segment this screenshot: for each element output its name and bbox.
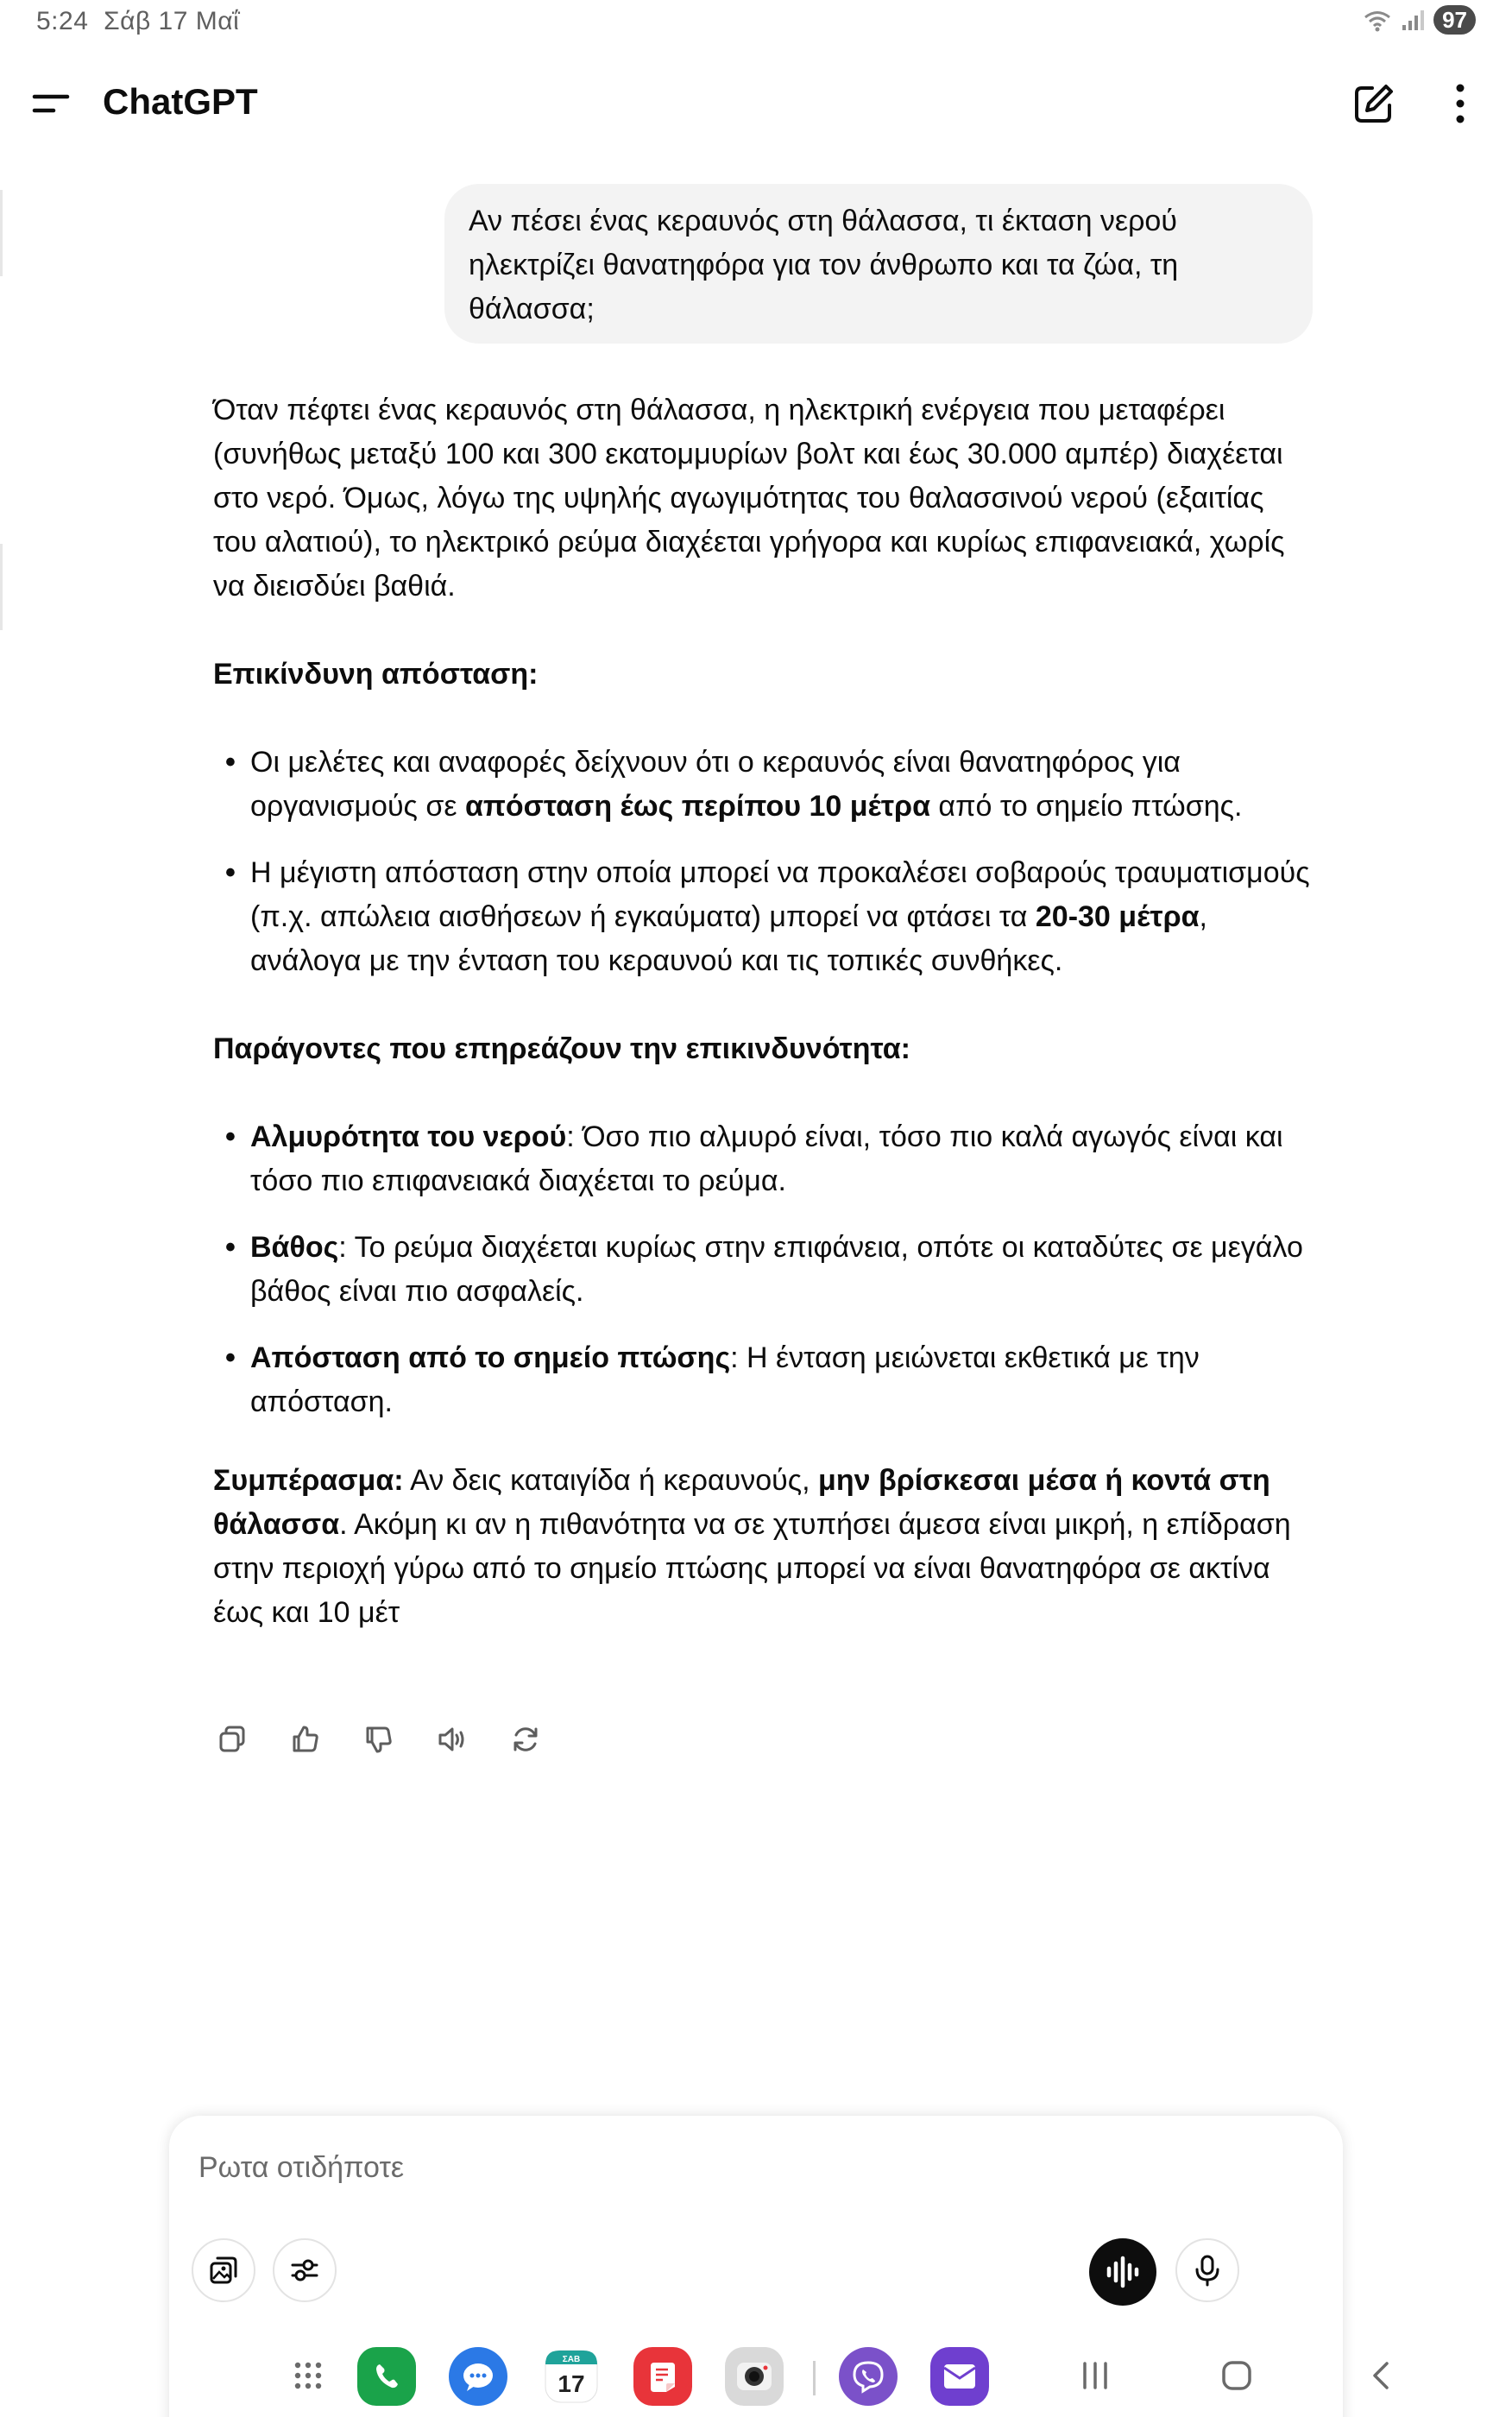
dock-divider <box>813 2361 816 2395</box>
svg-text:ΣΑΒ: ΣΑΒ <box>562 2355 581 2364</box>
assistant-message <box>213 388 1314 1635</box>
signal-icon <box>1401 8 1425 32</box>
status-time: 5:24 Σάβ 17 Μαΐ <box>36 7 240 35</box>
status-icons <box>1363 5 1476 35</box>
system-navbar <box>0 2335 1512 2417</box>
status-bar <box>0 0 1512 43</box>
copy-icon[interactable] <box>213 1720 251 1758</box>
dictate-button[interactable] <box>1175 2238 1239 2302</box>
app-header <box>0 69 1512 138</box>
attach-image-button[interactable] <box>192 2238 255 2302</box>
camera-app-icon[interactable] <box>725 2347 784 2406</box>
viber-app-icon[interactable] <box>839 2347 898 2406</box>
sliders-icon <box>287 2253 322 2288</box>
user-message-text: Αν πέσει ένας κεραυνός στη θάλασσα, τι έκταση νερού ηλεκτρίζει θανατηφόρα για τον άνθρωπο και τα ζώα, τη θάλασσα; <box>469 205 1179 325</box>
assistant-conclusion: Συμπέρασμα: Αν δεις καταιγίδα ή κεραυνούς, μην βρίσκεσαι μέσα ή κοντά στη θάλασσα. Ακόμη κι αν η πιθανότητα να σε χτυπήσει άμεσα είναι μικρή, η επίδραση στην περιοχή γύρω από το σημείο πτώσης μπορεί να είναι θανατηφόρα σε ακτίνα έως και 10 μέτ <box>213 1464 1291 1629</box>
more-vertical-icon[interactable] <box>1440 79 1481 128</box>
home-button-icon[interactable] <box>1215 2354 1258 2397</box>
voice-mode-button[interactable] <box>1089 2238 1156 2306</box>
thumbs-down-icon[interactable] <box>360 1720 398 1758</box>
new-chat-icon[interactable] <box>1350 79 1398 128</box>
list-item: • Βάθος: Το ρεύμα διαχέεται κυρίως στην επιφάνεια, οπότε οι καταδύτες σε μεγάλο βάθος είναι πιο ασφαλείς. <box>213 1226 1314 1314</box>
back-button-icon[interactable] <box>1360 2354 1403 2397</box>
notes-app-icon[interactable] <box>633 2347 692 2406</box>
thumbs-up-icon[interactable] <box>287 1720 324 1758</box>
tools-button[interactable] <box>273 2238 337 2302</box>
message-input[interactable] <box>198 2142 1234 2193</box>
email-app-icon[interactable] <box>930 2347 989 2406</box>
app-drawer-icon[interactable] <box>287 2354 330 2397</box>
read-aloud-icon[interactable] <box>433 1720 471 1758</box>
calendar-app-icon[interactable] <box>542 2347 601 2406</box>
list-item: • Οι μελέτες και αναφορές δείχνουν ότι ο κεραυνός είναι θανατηφόρος για οργανισμούς σε απόσταση έως περίπου 10 μέτρα από το σημείο πτώσης. <box>213 741 1314 829</box>
list-item: • Η μέγιστη απόσταση στην οποία μπορεί να προκαλέσει σοβαρούς τραυματισμούς (π.χ. απώλεια αισθήσεων ή εγκαύματα) μπορεί να φτάσει τα 20-30 μέτρα, ανάλογα με την ένταση του κεραυνού και τις τοπικές συνθήκες. <box>213 851 1314 983</box>
section-heading-factors: Παράγοντες που επηρεάζουν την επικινδυνότητα: <box>213 1032 910 1065</box>
app-title: ChatGPT <box>103 81 258 122</box>
battery-badge: 97 <box>1433 5 1476 35</box>
regenerate-icon[interactable] <box>507 1720 545 1758</box>
svg-text:17: 17 <box>558 2370 585 2397</box>
user-message-bubble <box>444 184 1313 344</box>
list-item: • Αλμυρότητα του νερού: Όσο πιο αλμυρό είναι, τόσο πιο καλά αγωγός είναι και τόσο πιο επιφανειακά διαχέεται το ρεύμα. <box>213 1115 1314 1203</box>
image-attach-icon <box>206 2253 241 2288</box>
message-actions <box>213 1720 545 1764</box>
voice-waveform-icon <box>1104 2255 1142 2289</box>
edge-marker <box>0 190 3 276</box>
danger-distance-list <box>213 741 1314 983</box>
recent-apps-icon[interactable] <box>1074 2354 1117 2397</box>
assistant-intro: Όταν πέφτει ένας κεραυνός στη θάλασσα, η ηλεκτρική ενέργεια που μεταφέρει (συνήθως μεταξύ 100 και 300 εκατομμυρίων βολτ και έως 30.000 αμπέρ) διαχέεται στο νερό. Όμως, λόγω της υψηλής αγωγιμότητας του θαλασσινού νερού (εξαιτίας του αλατιού), το ηλεκτρικό ρεύμα διαχέεται γρήγορα και κυρίως επιφανειακά, χωρίς να διεισδύει βαθιά. <box>213 394 1285 603</box>
edge-marker <box>0 544 3 630</box>
factors-list <box>213 1115 1314 1424</box>
messages-app-icon[interactable] <box>449 2347 507 2406</box>
wifi-icon <box>1363 7 1392 33</box>
menu-icon[interactable] <box>31 85 72 123</box>
phone-app-icon[interactable] <box>357 2347 416 2406</box>
list-item: • Απόσταση από το σημείο πτώσης: Η ένταση μειώνεται εκθετικά με την απόσταση. <box>213 1336 1314 1424</box>
microphone-icon <box>1192 2253 1223 2288</box>
section-heading-danger-distance: Επικίνδυνη απόσταση: <box>213 658 539 691</box>
